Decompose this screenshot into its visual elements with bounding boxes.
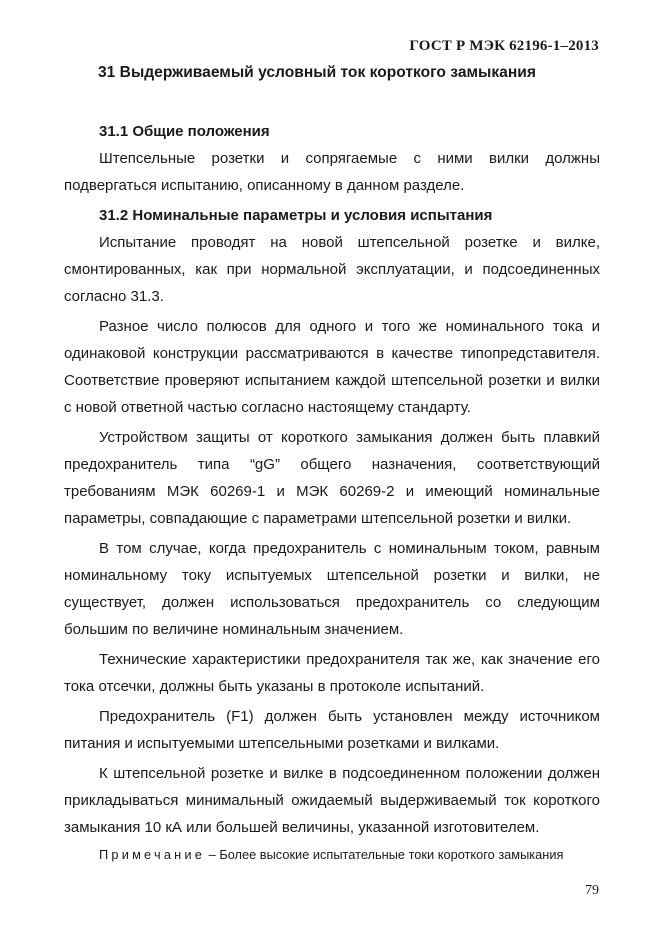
note-label: Примечание	[99, 847, 206, 862]
paragraph: В том случае, когда предохранитель с номинальным током, равным номинальному току испытуемых штепсельной розетки и вилки, не существует, должен использоваться предохранитель со следующим большим по величине номинальным значением.	[64, 540, 600, 638]
note-text: – Более высокие испытательные токи короткого замыкания	[208, 847, 564, 862]
section-title: 31 Выдерживаемый условный ток короткого замыкания	[98, 64, 536, 81]
paragraph: Устройством защиты от короткого замыкания должен быть плавкий предохранитель типа “gG” общего назначения, соответствующий требованиям МЭК 60269-1 и МЭК 60269-2 и имеющий номинальные параметры, совпадающие с параметрами штепсельной розетки и вилки.	[64, 429, 600, 527]
paragraph: К штепсельной розетке и вилке в подсоединенном положении должен прикладываться минимальный ожидаемый выдерживаемый ток короткого замыкания 10 кА или большей величины, указанной изготовителем.	[64, 765, 600, 836]
paragraph: Технические характеристики предохранителя так же, как значение его тока отсечки, должны быть указаны в протоколе испытаний.	[64, 651, 600, 695]
paragraph: Предохранитель (F1) должен быть установлен между источником питания и испытуемыми штепсельными розетками и вилками.	[64, 708, 600, 752]
section-body	[64, 118, 600, 865]
subsection-heading-31-1: 31.1 Общие положения	[99, 123, 270, 140]
note	[64, 845, 600, 865]
paragraph: Штепсельные розетки и сопрягаемые с ними вилки должны подвергаться испытанию, описанному в данном разделе.	[64, 150, 600, 194]
paragraph: Испытание проводят на новой штепсельной розетке и вилке, смонтированных, как при нормальной эксплуатации, и подсоединенных согласно 31.3.	[64, 234, 600, 305]
paragraph: Разное число полюсов для одного и того же номинального тока и одинаковой конструкции рассматриваются в качестве типопредставителя. Соответствие проверяют испытанием каждой штепсельной розетки и вилки с новой ответной частью согласно настоящему стандарту.	[64, 318, 600, 416]
subsection-heading-31-2: 31.2 Номинальные параметры и условия испытания	[99, 207, 493, 224]
page-number: 79	[585, 883, 599, 898]
standard-header: ГОСТ Р МЭК 62196-1–2013	[409, 38, 599, 54]
